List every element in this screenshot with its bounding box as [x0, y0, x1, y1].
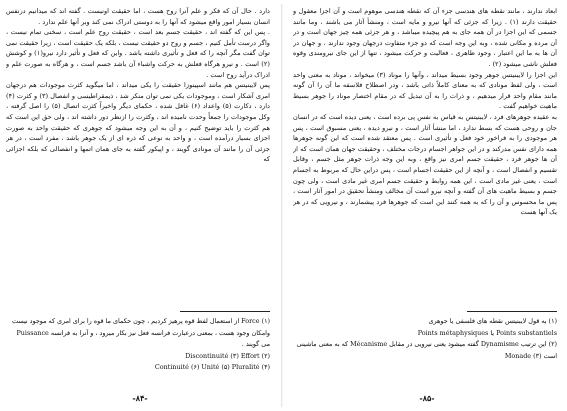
footnote: (۲) این ترتیب Dynamisme گفته میشود یعنی نیرویی در مقابل Mécanisme که به معنی ماشینی است (۳) Monade: [296, 340, 557, 360]
right-page: [287, 0, 567, 411]
footnote: Continuité (۶) Unité (۵) Pluralité (۴): [154, 363, 270, 371]
footnote-divider: [467, 311, 557, 312]
footnote: (۱) به قول لایبنیتس نقطه های فلسفی یا جوهری: [428, 317, 557, 325]
paragraph: پس لایبنیتس هم مانند اسپینوزا حقیقت را یکی میداند ، اما میگوید کثرت موجودات هم درجهان امری آشکار است ، وموجودات یکی نمی توان منکر شد ، ذیمقراطیسی و انفصال (۳) و کثرت (۴) دارد ، دکارت (۵) واعداد (۶) غافل شده ، حکمای دیگر واخیراً کثرت اتصال (۵) را اصل گرفته ، وکل موجودات را جمعاً وحدت نامیده اند ، وکثرت را ازنظر دور داشته اند ، ولی حق این است که هم کثرت را باید توضیح کنیم ، و آن به این وجه میشود که جوهری که حقیقت واحد به صورت اجزای بسیار درآمده است ، و واحد به نوعی که ذره ای از یک جوهر باشد ، مفرد است ، در هر جزئی آن را مانند آن مونادی گویند ، و اپیکور گفته به جای همان اتمها و انفصالی که بلکه اجزائی که: [6, 81, 270, 164]
right-page-footnotes: [293, 316, 557, 392]
footnote: (۱) Force از استعمال لفظ قوه پرهیز کردیم ، چون حکمای ما قوه را برای امری که موجود نیست وامکان وجود هست ، بمعنی درعبارت فرانسه فعل نیز بکار میرود ، و آنرا به فرانسه Puissance می گویند .: [11, 317, 270, 348]
paragraph: این اجزا را لایبنیتس جوهر وجود بسیط میداند ، وآنها را موناد (۳) میخواند ، موناد به معنی واحد است ، ولی لفظ مونادی که به معنای کاملاً ذاتی باشد ، ودر اصطلاح فلاسفه ما آن را آن گونه مانند مقام واحد قرار میدهیم ، و ذرات را به آن تبدیل که در مقام اختصار موناد را جوهر بسیط ماهیت خواهیم گفت .: [293, 70, 557, 111]
left-page-footnotes: [6, 316, 270, 392]
paragraph: ابعاد ندارند ، مانند نقطه های هندسی جزء آن که نقطه هندسی موهوم است و آن اجزا معقول و حقیقت دارند (۱) . زیرا که جزئی که آنها نیرو و مایه است ، ومنشأ آثار می باشند ، وما مانند جسمی که این اجزا در آن همه جای به هم پیچیده میباشد ، و هر جزئی همه چیز جهان است و در آن مرده و مکانی شده ، وبه این وجه است که دو جزء متفاوت درجهان وجود ندارند ، و جهان در آن ها به ما این اعتبار ، وجود ظاهری ، فعالیت و حرکت میشود ، تنها از این جای نیرومندی وقوه فعلش ناشی میشود (۲) .: [293, 7, 557, 68]
paragraph: . پس این که گفته اند ، حقیقت جسم بعد است ، حقیقت روح علم است ، سخنی تمام نیست ، واگر درست تأمل کنیم ، جسم و روح دو حقیقت نیست ، بلکه یک حقیقت است ، زیرا حقیقت نمی توان گفت مگر آنچه را که فعل و تأثیری داشته باشد . واین که فعل و تأثیر دارد نیرو(۱) و کوشش (۲) است . و نیرو هرگاه فعلش به حرکت واشباء آن باشد جسم است ، و هرگاه به صورت علم و ادراک درآید روح است .: [6, 28, 270, 79]
footnote-divider: [180, 311, 270, 312]
footnote: Points substantiels یا Points métaphysiques: [417, 328, 557, 337]
left-page: [0, 0, 280, 411]
footnote: Discontinuité (۳) Effort (۲): [185, 351, 270, 360]
right-page-body: [293, 6, 557, 306]
page-number: -۸۴-: [132, 393, 148, 403]
paragraph: به عقیده جوهرهای فرد ، لایبنیتس به قیاس به نفس پی برده است ، یعنی دیده است که در انسان جان و روحی هست که بسط ندارد ، اما منشأ آثار است ، و نیرو دیده ، یعنی مسبوق است ، پس هر موجودی را به فراخور خود فعل و تأثیری است . پس معتقد شده است که این گونه جوهرها همه دارای نفس مدرکند و در این جواهر اجسام درجات مختلف ، وحقیقت جهان همان است که از آن ها جوهر فرد ، حقیقت جسم امری نیز واقع ، وبه این وجه ذرات جوهر مثل جسم ، وقابل تقسیم و انفصال است ، و آنچه از این حقیقت اجسام است ، پس دراین حال که مربوط به اجسام است ، یعنی غیر مادی است ، این همه روابط و حقیقت جسم امری غیر مادی است ، ولی چون جسم و بسیط ماهیت های آن گفته و آنچه نیرو است آن مخالف ومنشأ تحقیق در امور آثار است ، پس ما محسوس و آن را که به همه کنند این است که جوهرها فرد پیشمارند ، و نیرویی که در هر یک آنها هست: [293, 112, 557, 217]
left-page-body: [6, 6, 270, 306]
page-number: -۸۵-: [419, 393, 435, 403]
paragraph: دارد . حال آن که فکر و علم آنرا روح هست ، اما حقیقت اونیست . گفته اند که میدانیم درنفس انسان بسیار امور واقع میشود که آنها را به دوستی ادراک نمی کند وبر آنها علم ندارد .: [6, 7, 270, 26]
book-gutter: [281, 4, 283, 407]
